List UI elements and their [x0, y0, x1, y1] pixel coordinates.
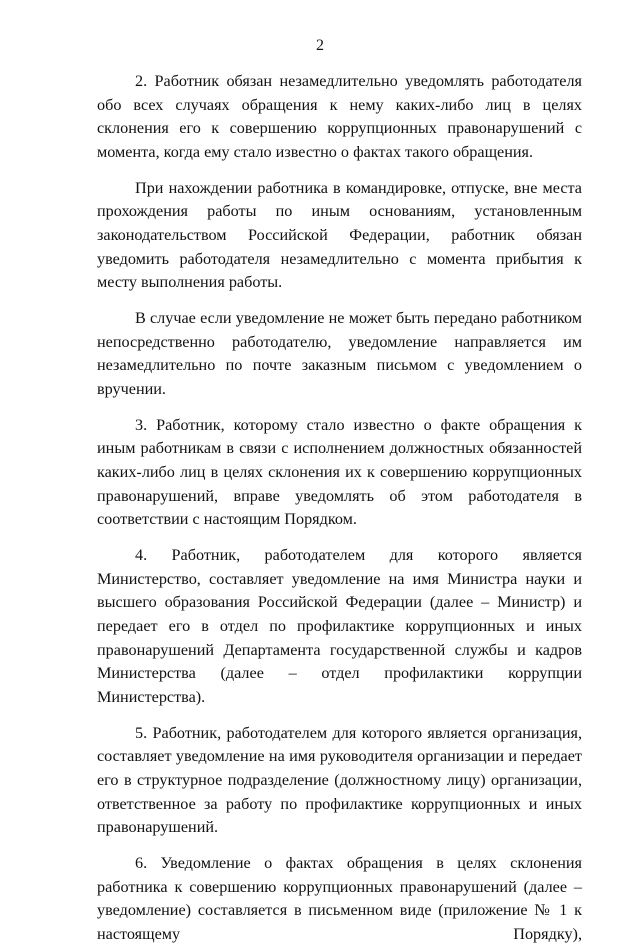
page-number: 2: [316, 37, 324, 54]
paragraph-business-trip: При нахождении работника в командировке, отпуске, вне места прохождения работы по иным основаниям, установленным законодательством Российской Федерации, работник обязан уведомить работодателя незамедлительно с момента прибытия к месту выполнения работы.: [97, 178, 582, 292]
paragraph-item-4: 4. Работник, работодателем для которого является Министерство, составляет уведомление на имя Министра науки и высшего образования Российской Федерации (далее – Министр) и передает его в отдел по профилактике коррупционных и иных правонарушений Департамента государственной службы и кадров Министерства (далее – отдел профилактики коррупции Министерства).: [97, 546, 582, 706]
paragraph-item-2: 2. Работник обязан незамедлительно уведомлять работодателя обо всех случаях обращения к нему каких-либо лиц в целях склонения его к совершению коррупционных правонарушений с момента, когда ему стало известно о фактах такого обращения.: [97, 72, 582, 161]
document-body: [97, 70, 582, 947]
paragraph-item-3: 3. Работник, которому стало известно о факте обращения к иным работникам в связи с исполнением должностных обязанностей каких-либо лиц в целях склонения их к совершению коррупционных правонарушений, вправе уведомлять об этом работодателя в соответствии с настоящим Порядком.: [97, 415, 582, 529]
paragraph-mail-notification: В случае если уведомление не может быть передано работником непосредственно работодателю, уведомление направляется им незамедлительно по почте заказным письмом с уведомлением о вручении.: [97, 309, 582, 398]
paragraph-item-5: 5. Работник, работодателем для которого является организация, составляет уведомление на имя руководителя организации и передает его в структурное подразделение (должностному лицу) организации, ответственное за работу по профилактике коррупционных и иных правонарушений.: [97, 723, 582, 837]
paragraph-item-6: 6. Уведомление о фактах обращения в целях склонения работника к совершению коррупционных правонарушений (далее – уведомление) составляется в письменном виде (приложение № 1 к настоящему Порядку),: [97, 854, 582, 943]
